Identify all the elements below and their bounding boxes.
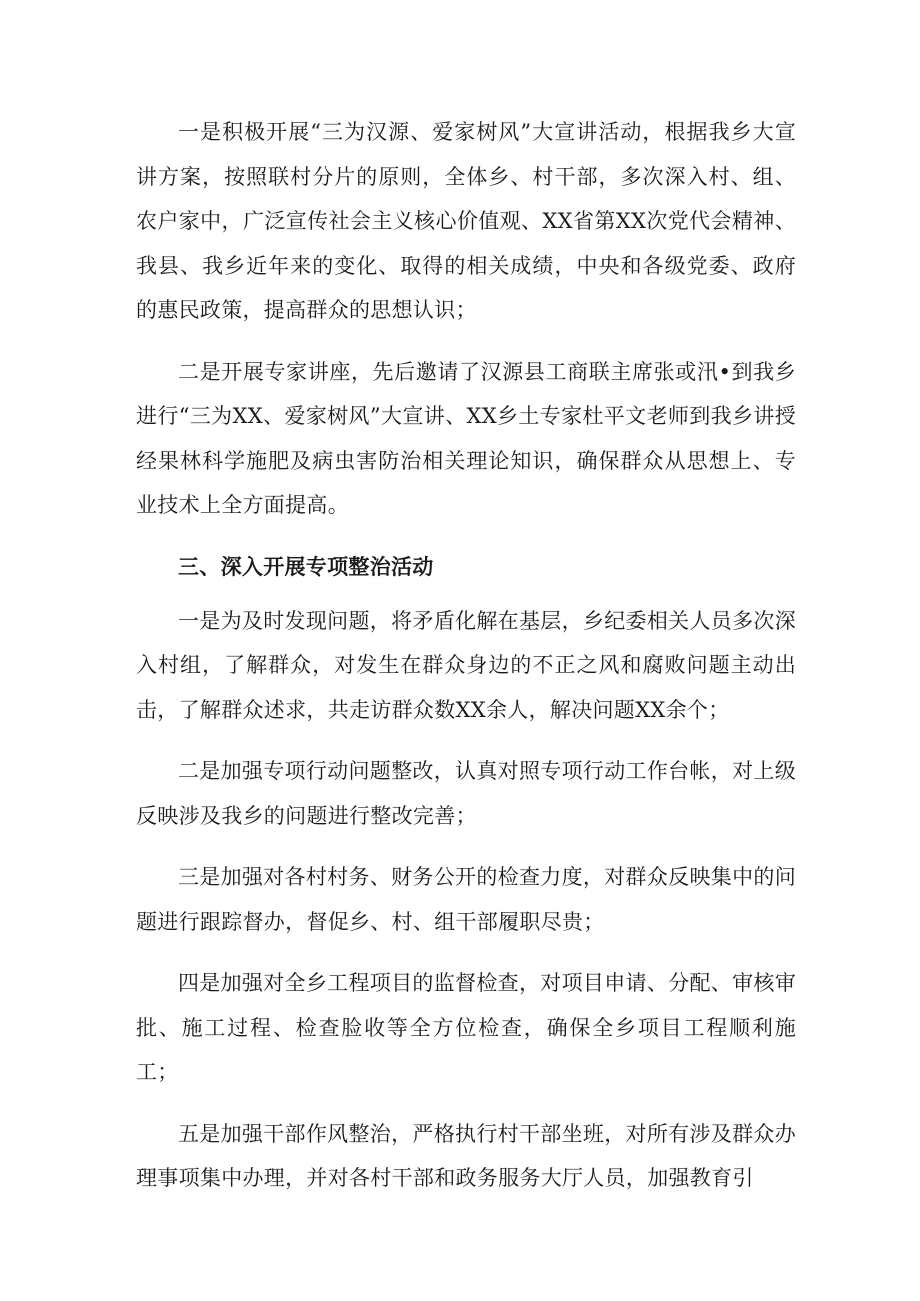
paragraph-cadre-style: 五是加强干部作风整治，严格执行村干部坐班，对所有涉及群众办理事项集中办理，并对各村干部和政务服务大厅人员，加强教育引 [136, 1121, 796, 1190]
paragraph-rectification: 二是加强专项行动问题整改，认真对照专项行动工作台帐，对上级反映涉及我乡的问题进行整改完善； [136, 759, 796, 828]
paragraph-expert-lecture: 二是开展专家讲座，先后邀请了汉源县工商联主席张或汛•到我乡进行“三为XX、爱家树风”大宣讲、XX乡土专家杜平文老师到我乡讲授经果林科学施肥及病虫害防治相关理论知识，确保群众从思想上、专业技术上全方面提高。 [136, 359, 796, 517]
paragraph-propaganda-activity: 一是积极开展“三为汉源、爱家树风”大宣讲活动，根据我乡大宣讲方案，按照联村分片的原则，全体乡、村干部，多次深入村、组、农户家中，广泛宣传社会主义核心价值观、XX省第XX次党代会精神、我县、我乡近年来的变化、取得的相关成绩，中央和各级党委、政府的惠民政策，提高群众的思想认识； [136, 120, 796, 322]
section-heading: 三、深入开展专项整治活动 [178, 554, 434, 579]
paragraph-project-supervision: 四是加强对全乡工程项目的监督检查，对项目申请、分配、审核审批、施工过程、检查脸收等全方位检查，确保全乡项目工程顺利施工； [136, 971, 796, 1084]
paragraph-grassroots-issues: 一是为及时发现问题，将矛盾化解在基层，乡纪委相关人员多次深入村组，了解群众，对发生在群众身边的不正之风和腐败问题主动出击，了解群众述求，共走访群众数XX余人，解决问题XX余个； [136, 608, 796, 722]
document-body [136, 110, 796, 1218]
paragraph-village-affairs: 三是加强对各村村务、财务公开的检查力度，对群众反映集中的问题进行跟踪督办，督促乡、村、组干部履职尽贵； [136, 865, 796, 934]
